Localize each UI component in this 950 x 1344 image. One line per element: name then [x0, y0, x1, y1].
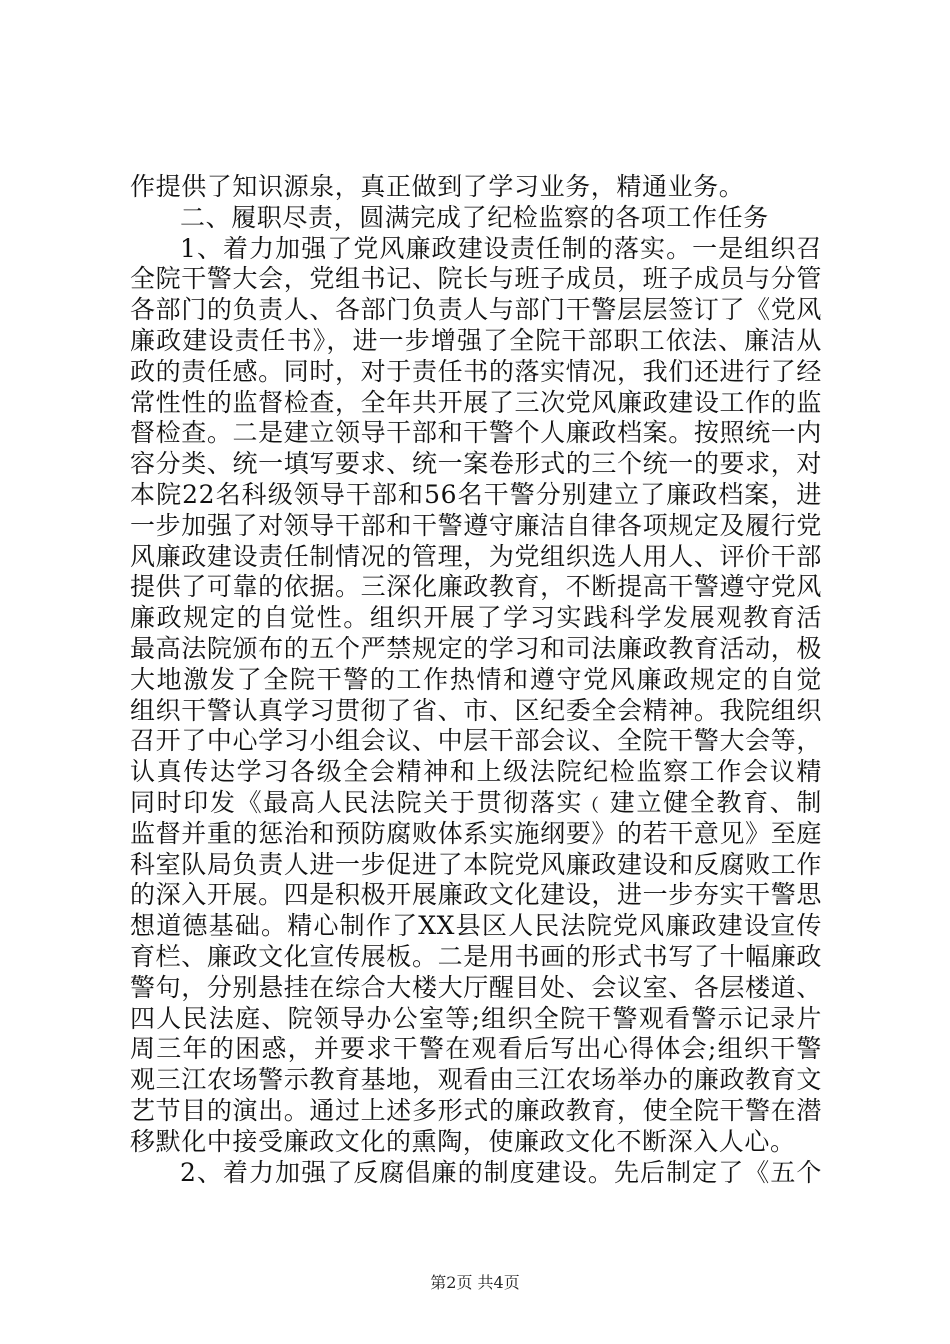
text-line: 最高法院颁布的五个严禁规定的学习和司法廉政教育活动，极	[130, 633, 822, 663]
text-line: 想道德基础。精心制作了XX县区人民法院党风廉政建设宣传	[130, 911, 822, 941]
text-line: 认真传达学习各级全会精神和上级法院纪检监察工作会议精	[130, 757, 822, 787]
page-footer: 第2页 共4页	[430, 1273, 520, 1292]
text-line: 周三年的困惑，并要求干警在观看后写出心得体会;组织干警	[130, 1034, 822, 1064]
text-line: 容分类、统一填写要求、统一案卷形式的三个统一的要求，对	[130, 449, 822, 479]
text-line: 大地激发了全院干警的工作热情和遵守党风廉政规定的自觉	[130, 664, 822, 694]
text-line: 科室队局负责人进一步促进了本院党风廉政建设和反腐败工作	[130, 849, 822, 879]
text-line: 各部门的负责人、各部门负责人与部门干警层层签订了《党风	[130, 295, 822, 325]
text-line: 二、履职尽责，圆满完成了纪检监察的各项工作任务	[180, 202, 769, 232]
text-line: 2、着力加强了反腐倡廉的制度建设。先后制定了《五个	[180, 1157, 822, 1187]
text-line: 移默化中接受廉政文化的熏陶，使廉政文化不断深入人心。	[130, 1126, 796, 1156]
text-line: 1、着力加强了党风廉政建设责任制的落实。一是组织召	[180, 233, 822, 263]
text-line: 作提供了知识源泉，真正做到了学习业务，精通业务。	[130, 172, 745, 201]
text-line: 监督并重的惩治和预防腐败体系实施纲要》的若干意见》至庭	[130, 818, 822, 848]
text-line: 一步加强了对领导干部和干警遵守廉洁自律各项规定及履行党	[130, 510, 822, 540]
text-line: 本院22名科级领导干部和56名干警分别建立了廉政档案，进	[130, 479, 822, 509]
text-line: 召开了中心学习小组会议、中层干部会议、全院干警大会等，	[130, 726, 822, 756]
text-line: 组织干警认真学习贯彻了省、市、区纪委全会精神。我院组织	[130, 695, 822, 725]
text-line: 的深入开展。四是积极开展廉政文化建设，进一步夯实干警思	[130, 880, 822, 910]
text-line: 廉政建设责任书》，进一步增强了全院干部职工依法、廉洁从	[130, 325, 822, 355]
text-line: 廉政规定的自觉性。组织开展了学习实践科学发展观教育活	[130, 603, 822, 633]
text-line: 提供了可靠的依据。三深化廉政教育，不断提高干警遵守党风	[130, 572, 822, 602]
text-line: 四人民法庭、院领导办公室等;组织全院干警观看警示记录片	[130, 1003, 822, 1033]
text-line: 督检查。二是建立领导干部和干警个人廉政档案。按照统一内	[130, 418, 822, 448]
text-line: 观三江农场警示教育基地，观看由三江农场举办的廉政教育文	[130, 1065, 822, 1095]
text-line: 常性性的监督检查，全年共开展了三次党风廉政建设工作的监	[130, 387, 822, 417]
text-line: 全院干警大会，党组书记、院长与班子成员，班子成员与分管	[130, 264, 822, 294]
body-text	[130, 172, 822, 1188]
text-line: 风廉政建设责任制情况的管理，为党组织选人用人、评价干部	[130, 541, 822, 571]
text-line: 政的责任感。同时，对于责任书的落实情况，我们还进行了经	[130, 356, 822, 386]
text-line: 艺节目的演出。通过上述多形式的廉政教育，使全院干警在潜	[130, 1095, 822, 1125]
text-line: 同时印发《最高人民法院关于贯彻落实﹙建立健全教育、制	[130, 787, 822, 817]
text-line: 警句，分别悬挂在综合大楼大厅醒目处、会议室、各层楼道、	[130, 972, 822, 1002]
text-line: 育栏、廉政文化宣传展板。二是用书画的形式书写了十幅廉政	[130, 941, 822, 971]
